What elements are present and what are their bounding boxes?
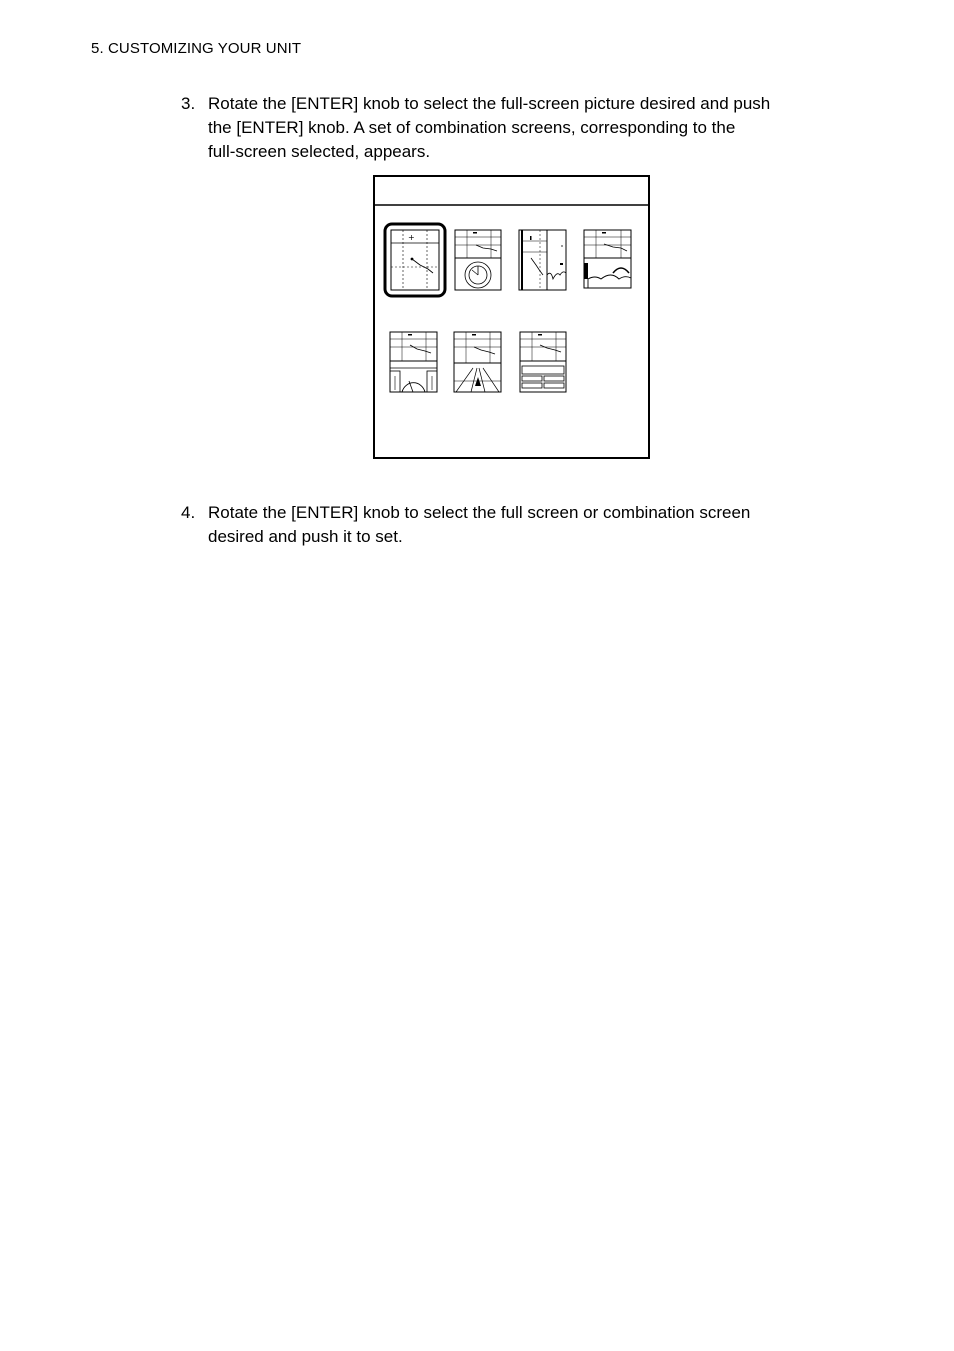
section-header: 5. CUSTOMIZING YOUR UNIT: [91, 40, 302, 57]
step-line: the [ENTER] knob. A set of combination screens, corresponding to the: [208, 118, 736, 137]
svg-text:+: +: [408, 233, 415, 242]
step-line: Rotate the [ENTER] knob to select the full screen or combination screen: [208, 503, 751, 522]
step-line: Rotate the [ENTER] knob to select the full-screen picture desired and push: [208, 94, 771, 113]
step-number: 4.: [181, 503, 196, 522]
step-4: [181, 501, 841, 549]
step-number: 3.: [181, 94, 196, 113]
step-3: [181, 92, 841, 164]
display-selection-figure: [373, 175, 650, 459]
step-line: desired and push it to set.: [208, 527, 403, 546]
step-line: full-screen selected, appears.: [208, 142, 431, 161]
